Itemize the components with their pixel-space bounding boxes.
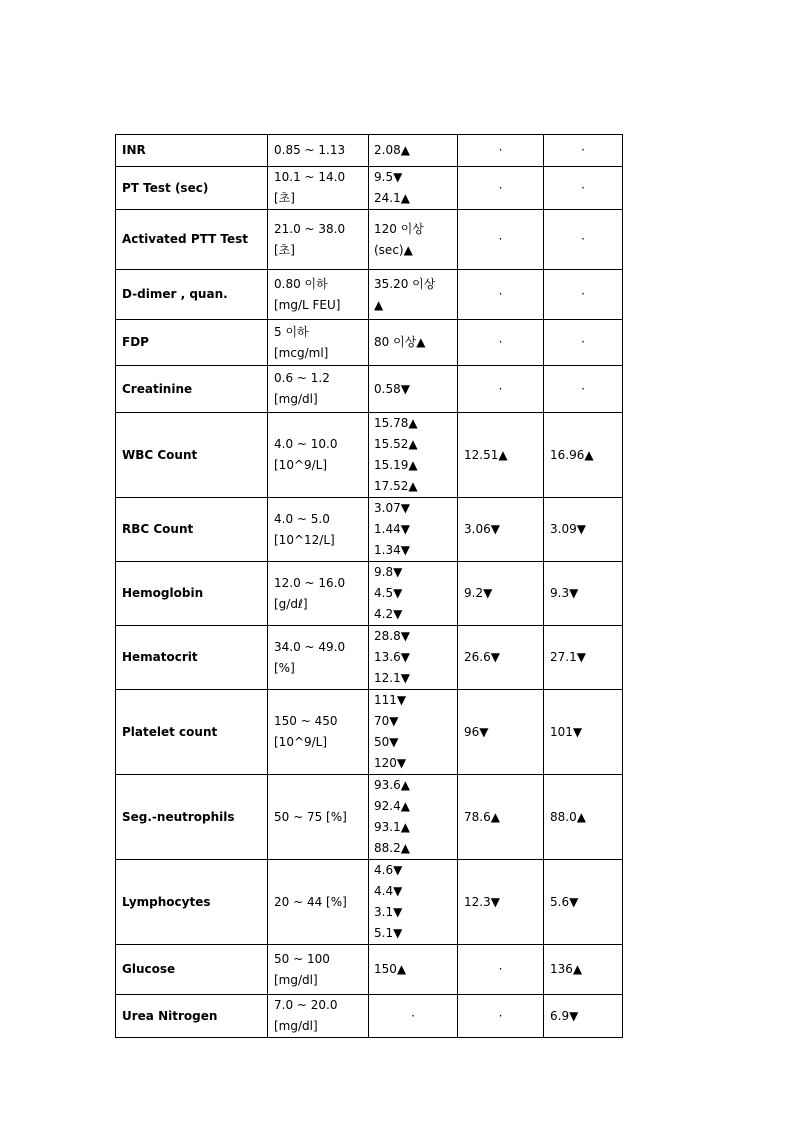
result-3-cell (544, 167, 623, 210)
result-3-cell (544, 320, 623, 366)
reference-range-line: [mcg/ml] (274, 345, 329, 360)
table-row (116, 562, 623, 626)
result-2-cell (458, 167, 544, 210)
table-row (116, 498, 623, 562)
test-name: Seg.-neutrophils (122, 809, 235, 824)
result-2-cell (458, 135, 544, 167)
result-1-value: 1.44▼ (374, 522, 410, 536)
result-3-cell (544, 860, 623, 945)
result-1-value: 4.5▼ (374, 586, 403, 600)
result-2-cell (458, 945, 544, 995)
result-2-cell (458, 270, 544, 320)
test-name: WBC Count (122, 447, 198, 462)
test-name: D-dimer , quan. (122, 287, 228, 301)
reference-range-line: 150 ~ 450 (274, 714, 338, 728)
result-2-value: · (498, 962, 503, 976)
reference-range-line: 21.0 ~ 38.0 (274, 221, 346, 236)
table-row (116, 860, 623, 945)
test-name: RBC Count (122, 522, 194, 536)
result-3-cell (544, 498, 623, 562)
result-2-value: · (498, 232, 503, 246)
reference-range-line: 20 ~ 44 [%] (274, 894, 347, 909)
result-2-value: · (498, 287, 503, 301)
result-2-value: 12.3▼ (464, 894, 500, 909)
result-2-cell (458, 995, 544, 1038)
reference-range-line: 50 ~ 75 [%] (274, 809, 347, 824)
result-3-value: 6.9▼ (550, 1008, 579, 1023)
result-1-value: 5.1▼ (374, 926, 403, 940)
test-name-cell (116, 498, 268, 562)
table-row (116, 775, 623, 860)
test-name-cell (116, 210, 268, 270)
result-1-cell (369, 413, 458, 498)
result-1-value: 2.08▲ (374, 143, 410, 157)
result-1-cell (369, 498, 458, 562)
result-3-value: · (581, 287, 585, 301)
result-2-value: 78.6▲ (464, 809, 500, 824)
test-name-cell (116, 135, 268, 167)
result-1-value: 70▼ (374, 714, 399, 728)
result-3-value: 101▼ (550, 724, 583, 739)
test-name: Urea Nitrogen (122, 1008, 218, 1023)
result-1-value: 15.19▲ (374, 458, 418, 472)
result-1-value: 9.8▼ (374, 565, 403, 579)
result-1-value: 35.20 이상 (374, 276, 436, 291)
result-3-cell (544, 270, 623, 320)
result-1-value: 17.52▲ (374, 479, 418, 493)
reference-range-line: 10.1 ~ 14.0 (274, 170, 346, 184)
result-1-cell (369, 945, 458, 995)
reference-range-cell (268, 690, 369, 775)
result-3-value: 88.0▲ (550, 809, 586, 824)
result-3-cell (544, 366, 623, 413)
reference-range-cell (268, 320, 369, 366)
test-name-cell (116, 167, 268, 210)
result-1-value: 111▼ (374, 693, 407, 707)
result-3-cell (544, 626, 623, 690)
reference-range-line: 0.80 이하 (274, 276, 328, 291)
test-name-cell (116, 860, 268, 945)
result-2-value: · (498, 180, 503, 195)
result-1-value: 15.78▲ (374, 416, 418, 430)
result-1-value: 92.4▲ (374, 799, 410, 813)
test-name-cell (116, 690, 268, 775)
reference-range-line: [10^9/L] (274, 735, 328, 749)
result-1-value: 88.2▲ (374, 841, 410, 855)
reference-range-line: [mg/dl] (274, 392, 318, 406)
result-1-value: · (411, 1008, 415, 1023)
result-1-value: 24.1▲ (374, 191, 410, 205)
result-1-cell (369, 167, 458, 210)
test-name-cell (116, 270, 268, 320)
reference-range-line: [mg/dl] (274, 1019, 318, 1033)
table-row (116, 626, 623, 690)
result-2-value: · (498, 1008, 503, 1023)
test-name-cell (116, 995, 268, 1038)
test-name: Platelet count (122, 724, 218, 739)
reference-range-line: [10^9/L] (274, 458, 328, 472)
reference-range-line: 4.0 ~ 10.0 (274, 437, 338, 451)
table-row (116, 995, 623, 1038)
result-2-cell (458, 210, 544, 270)
result-3-value: 3.09▼ (550, 522, 586, 536)
result-1-value: 93.1▲ (374, 820, 410, 834)
result-1-cell (369, 270, 458, 320)
test-name-cell (116, 366, 268, 413)
test-name-cell (116, 413, 268, 498)
result-1-cell (369, 860, 458, 945)
result-3-value: 136▲ (550, 962, 583, 976)
reference-range-line: [mg/L FEU] (274, 297, 341, 312)
table-row (116, 320, 623, 366)
result-2-cell (458, 626, 544, 690)
result-2-cell (458, 320, 544, 366)
reference-range-cell (268, 775, 369, 860)
result-3-cell (544, 562, 623, 626)
result-2-cell (458, 562, 544, 626)
table-row (116, 210, 623, 270)
test-name: FDP (122, 335, 149, 349)
result-1-cell (369, 135, 458, 167)
result-2-cell (458, 775, 544, 860)
test-name: Lymphocytes (122, 894, 211, 909)
result-2-value: 3.06▼ (464, 522, 500, 536)
result-1-value: (sec)▲ (374, 242, 413, 257)
reference-range-line: 0.6 ~ 1.2 (274, 371, 330, 385)
result-1-value: 3.1▼ (374, 905, 403, 919)
result-3-value: · (581, 180, 585, 195)
reference-range-cell (268, 498, 369, 562)
table-row (116, 945, 623, 995)
result-1-value: 120▼ (374, 756, 407, 770)
result-3-cell (544, 775, 623, 860)
reference-range-line: 7.0 ~ 20.0 (274, 998, 338, 1012)
result-2-cell (458, 860, 544, 945)
result-1-value: 28.8▼ (374, 629, 410, 643)
reference-range-line: [초] (274, 242, 295, 257)
result-1-cell (369, 320, 458, 366)
result-1-value: 150▲ (374, 962, 407, 976)
result-1-value: 12.1▼ (374, 671, 410, 685)
result-3-value: 27.1▼ (550, 650, 586, 664)
reference-range-line: [%] (274, 660, 295, 675)
result-1-value: 93.6▲ (374, 778, 410, 792)
result-1-cell (369, 210, 458, 270)
lab-results-table (115, 134, 623, 1038)
result-1-value: 15.52▲ (374, 437, 418, 451)
reference-range-line: 50 ~ 100 (274, 951, 330, 966)
result-3-value: · (581, 381, 585, 396)
reference-range-cell (268, 626, 369, 690)
test-name: Creatinine (122, 381, 193, 396)
result-1-value: 9.5▼ (374, 170, 403, 184)
reference-range-line: 34.0 ~ 49.0 (274, 639, 346, 654)
result-3-cell (544, 995, 623, 1038)
test-name: Glucose (122, 962, 176, 976)
result-1-value: 3.07▼ (374, 501, 410, 515)
reference-range-cell (268, 562, 369, 626)
result-2-value: 26.6▼ (464, 650, 500, 664)
result-1-cell (369, 995, 458, 1038)
result-3-cell (544, 413, 623, 498)
result-3-value: 5.6▼ (550, 894, 579, 909)
reference-range-cell (268, 860, 369, 945)
result-1-value: 4.2▼ (374, 607, 403, 621)
result-1-value: 80 이상▲ (374, 335, 426, 349)
result-2-value: 9.2▼ (464, 586, 493, 600)
result-2-value: 12.51▲ (464, 447, 508, 462)
result-2-value: · (498, 381, 503, 396)
result-1-value: 4.4▼ (374, 884, 403, 898)
result-3-value: 9.3▼ (550, 586, 579, 600)
result-3-value: · (581, 143, 585, 157)
result-3-cell (544, 690, 623, 775)
reference-range-line: 0.85 ~ 1.13 (274, 143, 346, 157)
result-1-cell (369, 690, 458, 775)
result-1-cell (369, 562, 458, 626)
test-name-cell (116, 775, 268, 860)
result-2-value: 96▼ (464, 724, 489, 739)
result-1-cell (369, 775, 458, 860)
test-name: PT Test (sec) (122, 180, 209, 195)
reference-range-cell (268, 413, 369, 498)
result-1-value: 50▼ (374, 735, 399, 749)
reference-range-cell (268, 270, 369, 320)
result-2-cell (458, 413, 544, 498)
test-name-cell (116, 562, 268, 626)
result-3-cell (544, 945, 623, 995)
reference-range-line: 5 이하 (274, 324, 309, 339)
reference-range-cell (268, 135, 369, 167)
reference-range-line: [10^12/L] (274, 532, 335, 547)
result-1-cell (369, 366, 458, 413)
reference-range-line: 12.0 ~ 16.0 (274, 575, 346, 590)
result-2-cell (458, 366, 544, 413)
reference-range-line: [mg/dl] (274, 972, 318, 987)
reference-range-line: [초] (274, 191, 295, 205)
result-3-cell (544, 210, 623, 270)
result-1-cell (369, 626, 458, 690)
result-2-cell (458, 690, 544, 775)
reference-range-cell (268, 366, 369, 413)
test-name-cell (116, 626, 268, 690)
test-name: Hemoglobin (122, 586, 204, 600)
table-row (116, 167, 623, 210)
table-row (116, 690, 623, 775)
test-name: INR (122, 143, 146, 157)
result-3-cell (544, 135, 623, 167)
test-name-cell (116, 320, 268, 366)
result-3-value: · (581, 335, 585, 349)
table-row (116, 413, 623, 498)
table-row (116, 366, 623, 413)
test-name: Hematocrit (122, 650, 198, 664)
table-row (116, 135, 623, 167)
test-name-cell (116, 945, 268, 995)
table-row (116, 270, 623, 320)
result-1-value: ▲ (374, 297, 384, 312)
result-3-value: · (581, 232, 585, 246)
result-1-value: 1.34▼ (374, 543, 410, 557)
result-1-value: 4.6▼ (374, 863, 403, 877)
result-1-value: 13.6▼ (374, 650, 410, 664)
reference-range-cell (268, 995, 369, 1038)
result-2-value: · (498, 335, 503, 349)
test-name: Activated PTT Test (122, 232, 249, 246)
result-1-value: 120 이상 (374, 221, 424, 236)
reference-range-cell (268, 210, 369, 270)
reference-range-cell (268, 167, 369, 210)
result-1-value: 0.58▼ (374, 381, 410, 396)
result-3-value: 16.96▲ (550, 447, 594, 462)
reference-range-line: [g/dℓ] (274, 596, 308, 611)
result-2-cell (458, 498, 544, 562)
result-2-value: · (498, 143, 503, 157)
reference-range-line: 4.0 ~ 5.0 (274, 511, 330, 526)
reference-range-cell (268, 945, 369, 995)
lab-results-body (116, 135, 623, 1038)
